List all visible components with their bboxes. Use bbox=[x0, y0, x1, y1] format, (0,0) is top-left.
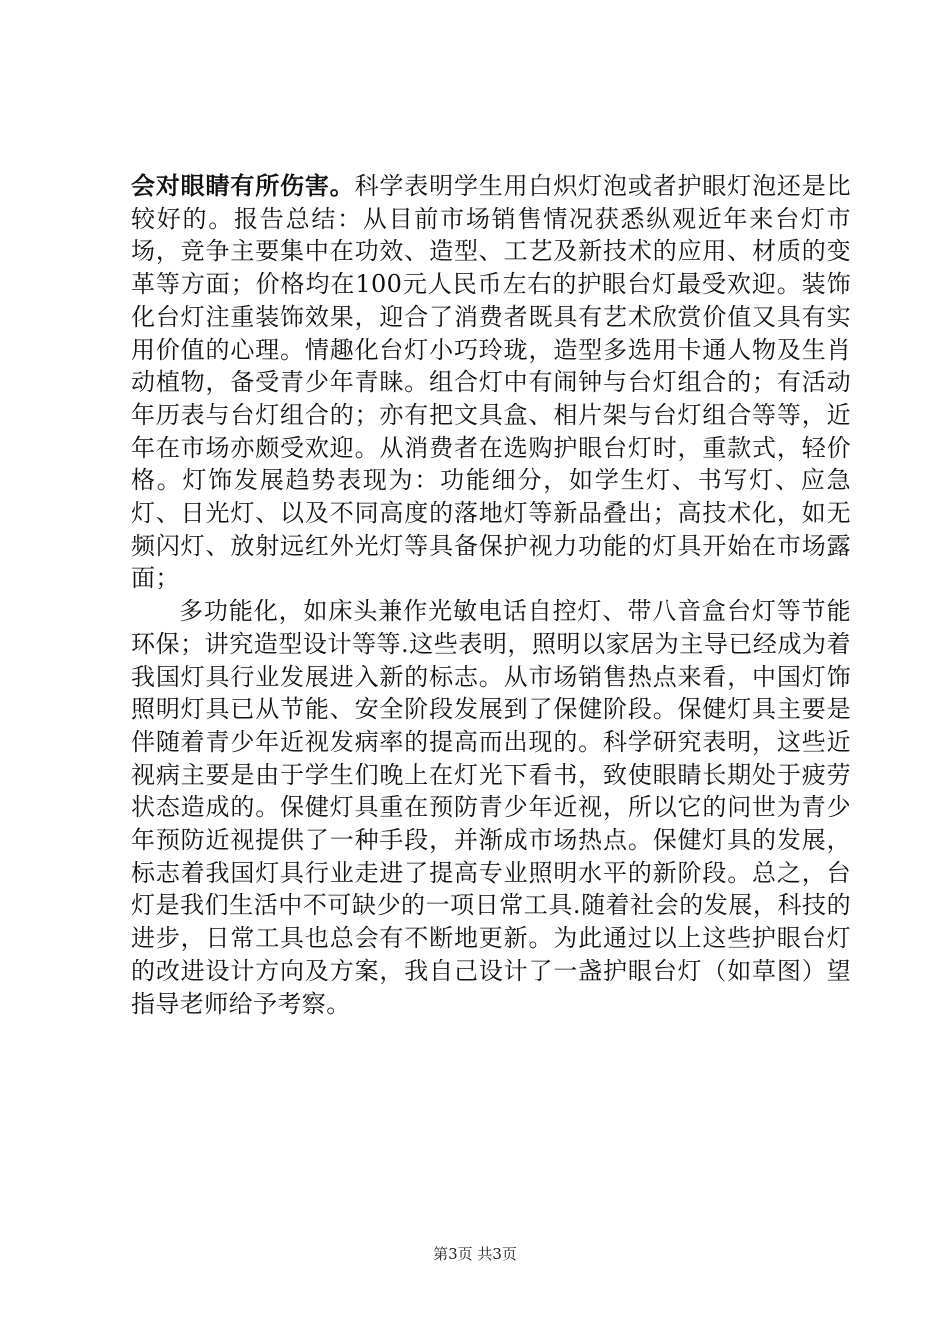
paragraph-1-text: 科学表明学生用白炽灯泡或者护眼灯泡还是比较好的。报告总结：从目前市场销售情况获悉纵观近年来台灯市场，竞争主要集中在功效、造型、工艺及新技术的应用、材质的变革等方面；价格均在100元人民币左右的护眼台灯最受欢迎。装饰化台灯注重装饰效果，迎合了消费者既具有艺术欣赏价值又具有实用价值的心理。情趣化台灯小巧玲珑，造型多选用卡通人物及生肖动植物，备受青少年青睐。组合灯中有闹钟与台灯组合的；有活动年历表与台灯组合的；亦有把文具盒、相片架与台灯组合等等，近年在市场亦颇受欢迎。从消费者在选购护眼台灯时，重款式，轻价格。灯饰发展趋势表现为：功能细分，如学生灯、书写灯、应急灯、日光灯、以及不同高度的落地灯等新品叠出；高技术化，如无频闪灯、放射远红外光灯等具备保护视力功能的灯具开始在市场露面； bbox=[131, 172, 852, 593]
page-number-label: 第3页 共3页 bbox=[433, 1245, 517, 1263]
paragraph-2 bbox=[131, 595, 851, 1020]
paragraph-1 bbox=[131, 170, 851, 595]
paragraph-2-text: 多功能化，如床头兼作光敏电话自控灯、带八音盒台灯等节能环保；讲究造型设计等等.这些表明，照明以家居为主导已经成为着我国灯具行业发展进入新的标志。从市场销售热点来看，中国灯饰照明灯具已从节能、安全阶段发展到了保健阶段。保健灯具主要是伴随着青少年近视发病率的提高而出现的。科学研究表明，这些近视病主要是由于学生们晚上在灯光下看书，致使眼睛长期处于疲劳状态造成的。保健灯具重在预防青少年近视，所以它的问世为青少年预防近视提供了一种手段，并渐成市场热点。保健灯具的发展，标志着我国灯具行业走进了提高专业照明水平的新阶段。总之，台灯是我们生活中不可缺少的一项日常工具.随着社会的发展，科技的进步，日常工具也总会有不断地更新。为此通过以上这些护眼台灯的改进设计方向及方案，我自己设计了一盏护眼台灯（如草图）望指导老师给予考察。 bbox=[131, 597, 851, 1018]
paragraph-1-lead: 会对眼睛有所伤害。 bbox=[131, 171, 355, 200]
page-footer bbox=[0, 1243, 950, 1264]
document-body bbox=[131, 170, 851, 1020]
